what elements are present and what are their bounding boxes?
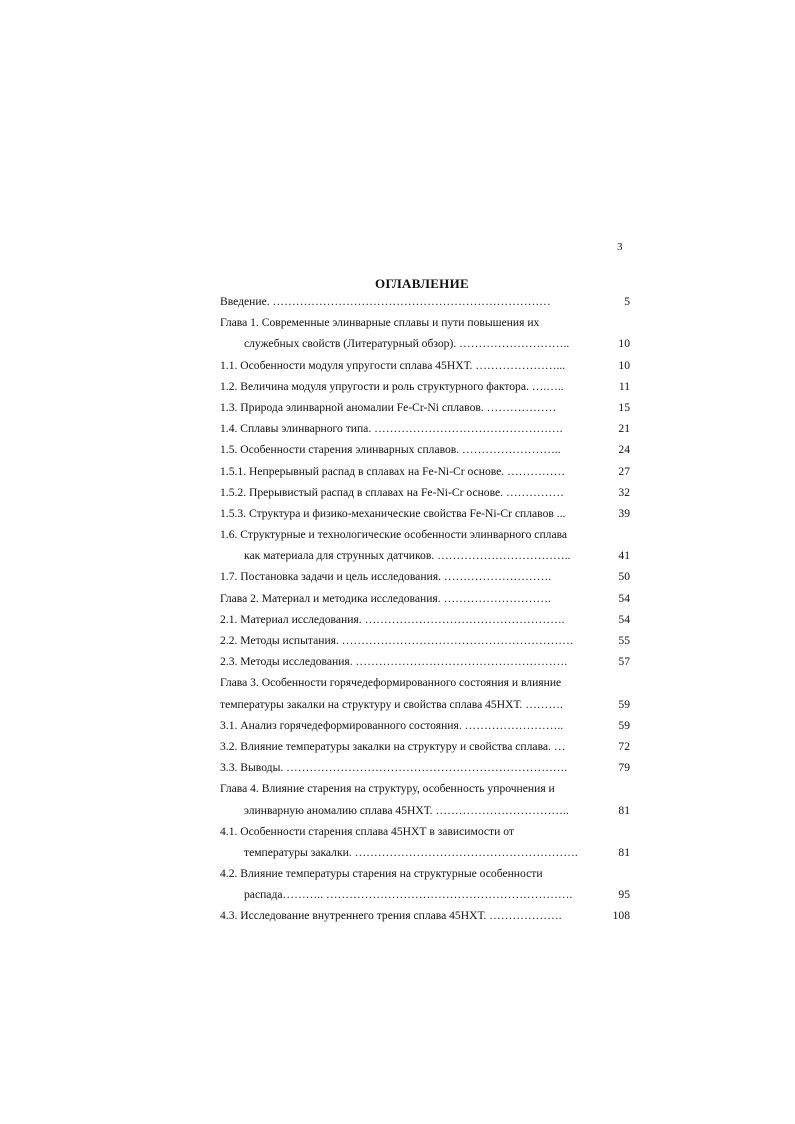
toc-row-page: 79 bbox=[618, 761, 630, 775]
toc-row bbox=[220, 397, 630, 418]
toc-row-text: 2.1. Материал исследования. ……………………………………………. bbox=[220, 612, 565, 626]
toc-row bbox=[220, 630, 630, 651]
toc-row-text: 3.2. Влияние температуры закалки на структуру и свойства сплава. … bbox=[220, 739, 566, 753]
toc-row-text: 1.5.3. Структура и физико-механические свойства Fe-Ni-Cr сплавов ... bbox=[220, 506, 566, 520]
toc-row-text: 4.3. Исследование внутреннего трения сплава 45НХТ. ………………. bbox=[220, 909, 562, 923]
toc-row-page: 27 bbox=[618, 464, 630, 478]
toc-row bbox=[220, 376, 630, 397]
toc-row-text: элинварную аномалию сплава 45НХТ. …………………………….. bbox=[244, 803, 569, 817]
toc-row-text: Глава 4. Влияние старения на структуру, особенность упрочнения и bbox=[220, 782, 555, 796]
toc-row-page: 59 bbox=[618, 697, 630, 711]
toc-row-page: 54 bbox=[618, 612, 630, 626]
toc-row-text: 2.3. Методы исследования. ………………………………………………. bbox=[220, 655, 568, 669]
toc-row bbox=[220, 842, 630, 863]
toc-row bbox=[220, 566, 630, 587]
toc-row-page: 55 bbox=[618, 634, 630, 647]
toc-row bbox=[220, 524, 630, 545]
toc-row-page: 57 bbox=[618, 655, 630, 669]
toc-row bbox=[220, 905, 630, 926]
toc-row-page: 108 bbox=[612, 909, 630, 923]
toc-row-page: 21 bbox=[618, 422, 630, 436]
toc-row-text: Глава 1. Современные элинварные сплавы и пути повышения их bbox=[220, 316, 540, 330]
toc-row-page: 10 bbox=[618, 358, 630, 372]
toc-row-text: температуры закалки на структуру и свойства сплава 45НХТ. ………. bbox=[220, 697, 563, 711]
toc-row-page: 81 bbox=[618, 803, 630, 817]
toc-row-page: 50 bbox=[618, 570, 630, 584]
toc-row bbox=[220, 694, 630, 715]
toc-row-text: 1.5. Особенности старения элинварных сплавов. …………………….. bbox=[220, 443, 561, 457]
toc-row-text: 1.5.1. Непрерывный распад в сплавах на Fe-Ni-Cr основе. …………… bbox=[220, 464, 566, 478]
toc-row bbox=[220, 609, 630, 630]
toc-row-page: 81 bbox=[618, 845, 630, 859]
toc-row-text: как материала для струнных датчиков. …………………………….. bbox=[244, 549, 571, 563]
toc-row bbox=[220, 355, 630, 376]
toc-row bbox=[220, 503, 630, 524]
toc-row bbox=[220, 312, 630, 333]
toc-row-text: 3.1. Анализ горячедеформированного состояния. …………………….. bbox=[220, 718, 564, 732]
toc-title: ОГЛАВЛЕНИЕ bbox=[375, 276, 469, 291]
toc-row bbox=[220, 482, 630, 503]
toc-row bbox=[220, 821, 630, 842]
toc-row bbox=[220, 757, 630, 778]
toc-row bbox=[220, 333, 630, 354]
toc-row-page: 24 bbox=[618, 443, 630, 457]
toc-row-page: 72 bbox=[618, 739, 630, 753]
toc-row-page: 32 bbox=[618, 485, 630, 499]
toc-row-page: 11 bbox=[618, 379, 630, 393]
toc-row-text: Введение. ……………………………………………………………… bbox=[220, 295, 551, 308]
toc-row-text: Глава 2. Материал и методика исследования. ………………………. bbox=[220, 591, 551, 605]
toc-row bbox=[220, 778, 630, 799]
toc-row-text: 2.2. Методы испытания. …………………………………………………… bbox=[220, 634, 574, 647]
page-number: 3 bbox=[617, 241, 623, 253]
toc-row bbox=[220, 291, 630, 312]
toc-row bbox=[220, 651, 630, 672]
toc-row-text: 1.3. Природа элинварной аномалии Fe-Cr-Ni сплавов. ……………… bbox=[220, 400, 557, 414]
toc-row-text: 3.3. Выводы. ………………………………………………………………. bbox=[220, 761, 568, 775]
toc-row-page: 41 bbox=[618, 549, 630, 563]
toc-row bbox=[220, 418, 630, 439]
toc-row-text: 4.2. Влияние температуры старения на структурные особенности bbox=[220, 867, 543, 881]
toc-row-text: температуры закалки. …………………………………………………. bbox=[244, 845, 578, 859]
toc-row bbox=[220, 545, 630, 566]
toc-row-page: 10 bbox=[618, 337, 630, 351]
toc-row-page: 5 bbox=[624, 295, 630, 308]
toc-row-page: 95 bbox=[618, 888, 630, 902]
toc-row-page: 39 bbox=[618, 506, 630, 520]
toc-row-text: 1.7. Постановка задачи и цель исследования. ………………………. bbox=[220, 570, 552, 584]
toc-row-page: 54 bbox=[618, 591, 630, 605]
toc-row bbox=[220, 800, 630, 821]
toc-row-text: 1.4. Сплавы элинварного типа. …………………………………………. bbox=[220, 422, 563, 436]
toc-row-text: 1.1. Особенности модуля упругости сплава 45НХТ. …………………... bbox=[220, 358, 566, 372]
toc-row-page: 15 bbox=[618, 400, 630, 414]
toc-row bbox=[220, 439, 630, 460]
toc-row-text: 4.1. Особенности старения сплава 45НХТ в зависимости от bbox=[220, 824, 514, 838]
toc-row bbox=[220, 588, 630, 609]
toc-row bbox=[220, 715, 630, 736]
table-of-contents bbox=[220, 291, 630, 927]
toc-row-page: 59 bbox=[618, 718, 630, 732]
toc-row bbox=[220, 884, 630, 905]
toc-row bbox=[220, 863, 630, 884]
toc-row-text: 1.5.2. Прерывистый распад в сплавах на Fe-Ni-Cr основе. …………… bbox=[220, 485, 564, 499]
toc-row-text: распада……….. ………………………………………………………. bbox=[244, 888, 573, 902]
toc-row bbox=[220, 736, 630, 757]
toc-row bbox=[220, 461, 630, 482]
toc-row-text: 1.6. Структурные и технологические особенности элинварного сплава bbox=[220, 528, 568, 542]
toc-row bbox=[220, 672, 630, 693]
toc-row-text: 1.2. Величина модуля упругости и роль структурного фактора. ….….. bbox=[220, 379, 564, 393]
toc-row-text: Глава 3. Особенности горячедеформированного состояния и влияние bbox=[220, 676, 562, 690]
toc-row-text: служебных свойств (Литературный обзор). ……………………….. bbox=[244, 337, 570, 351]
